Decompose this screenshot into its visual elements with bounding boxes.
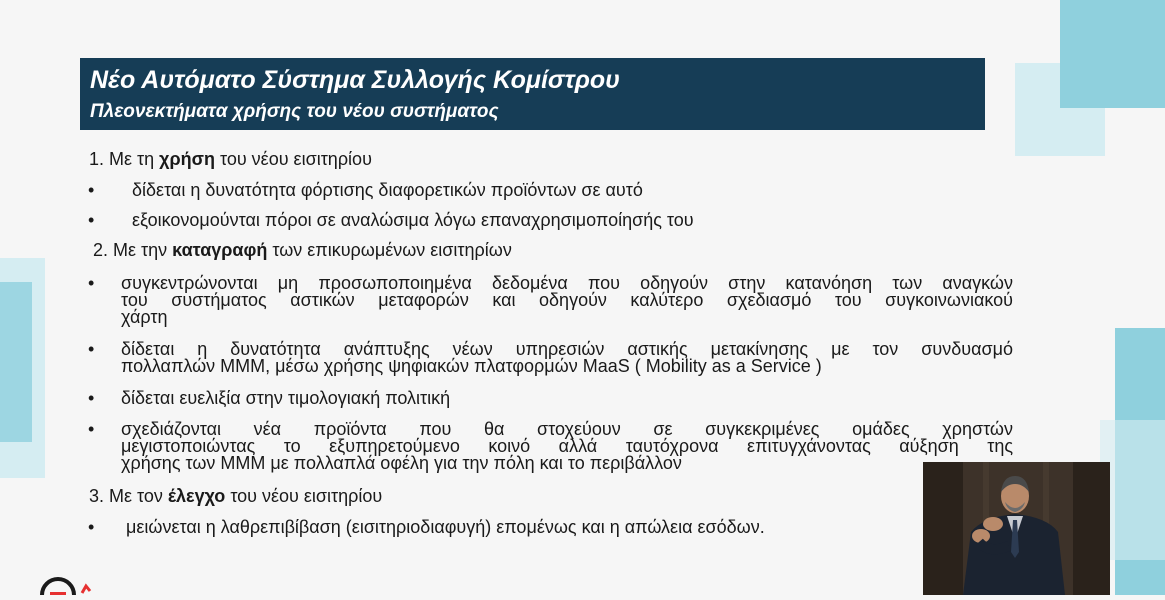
bullet-marker: •	[88, 419, 95, 439]
decor-square-left	[0, 282, 32, 442]
section-1-bullet-2: εξοικονομούνται πόροι σε αναλώσιμα λόγω επαναχρησιμοποίησής του	[132, 210, 694, 230]
section-2-bullet-1-line-1: συγκεντρώνονται μη προσωποποιημένα δεδομένα που οδηγούν στην κατανόηση των αναγκών	[121, 273, 1013, 293]
section-1-heading-prefix: 1. Με τη	[89, 149, 160, 169]
section-3-heading-suffix: του νέου εισιτηρίου	[225, 486, 383, 506]
slide-subtitle: Πλεονεκτήματα χρήσης του νέου συστήματος	[90, 101, 499, 122]
section-1-bullet-1: δίδεται η δυνατότητα φόρτισης διαφορετικών προϊόντων σε αυτό	[132, 180, 643, 200]
section-3-heading-prefix: 3. Με τον	[89, 486, 168, 506]
section-2-bullet-4-line-2: μεγιστοποιώντας το εξυπηρετούμενο κοινό αλλά ταυτόχρονα επιτυγχάνοντας αύξηση της	[121, 436, 1013, 456]
section-2-bullet-1	[121, 275, 1013, 326]
section-2-bullet-4	[121, 421, 1013, 472]
section-3-bullet-1: μειώνεται η λαθρεπιβίβαση (εισιτηριοδιαφυγή) επομένως και η απώλεια εσόδων.	[126, 517, 765, 537]
slide-title: Νέο Αυτόματο Σύστημα Συλλογής Κομίστρου	[90, 66, 620, 94]
slide-title-banner	[80, 58, 985, 130]
sign-language-interpreter-video	[923, 462, 1110, 595]
bullet-marker: •	[88, 339, 95, 359]
section-2-bullet-2	[121, 341, 1013, 375]
interpreter-figure	[923, 462, 1110, 595]
section-1-heading-suffix: του νέου εισιτηρίου	[214, 149, 372, 169]
section-2-bullet-1-line-3: χάρτη	[121, 307, 168, 327]
section-2-bullet-4-line-3: χρήσης των ΜΜΜ με πολλαπλά οφέλη για την πόλη και το περιβάλλον	[121, 453, 682, 473]
section-2-bullet-2-line-2: πολλαπλών ΜΜΜ, μέσω χρήσης ψηφιακών πλατφορμών MaaS ( Mobility as a Service )	[121, 356, 822, 376]
section-1-heading	[89, 151, 372, 168]
section-2-bullet-4-line-1: σχεδιάζονται νέα προϊόντα που θα στοχεύουν σε συγκεκριμένες ομάδες χρηστών	[121, 419, 1013, 439]
section-1-heading-bold: χρήση	[159, 149, 215, 169]
section-3-heading-bold: έλεγχο	[167, 486, 226, 506]
bullet-marker: •	[88, 388, 95, 408]
bullet-marker: •	[88, 210, 95, 230]
section-2-heading	[93, 242, 512, 259]
transit-logo-icon	[38, 576, 98, 600]
section-2-bullet-2-line-1: δίδεται η δυνατότητα ανάπτυξης νέων υπηρεσιών αστικής μετακίνησης με τον συνδυασμό	[121, 339, 1013, 359]
section-2-bullet-3: δίδεται ευελιξία στην τιμολογιακή πολιτική	[121, 388, 451, 408]
section-2-heading-prefix: 2. Με την	[93, 240, 173, 260]
bullet-marker: •	[88, 517, 95, 537]
section-3-heading	[89, 488, 382, 505]
section-2-heading-bold: καταγραφή	[172, 240, 268, 260]
section-2-bullet-1-line-2: του συστήματος αστικών μεταφορών και οδηγούν καλύτερο σχεδιασμό του συγκοινωνιακού	[121, 290, 1013, 310]
decor-square-top-right	[1060, 0, 1165, 108]
bullet-marker: •	[88, 273, 95, 293]
bullet-marker: •	[88, 180, 95, 200]
section-2-heading-suffix: των επικυρωμένων εισιτηρίων	[267, 240, 512, 260]
